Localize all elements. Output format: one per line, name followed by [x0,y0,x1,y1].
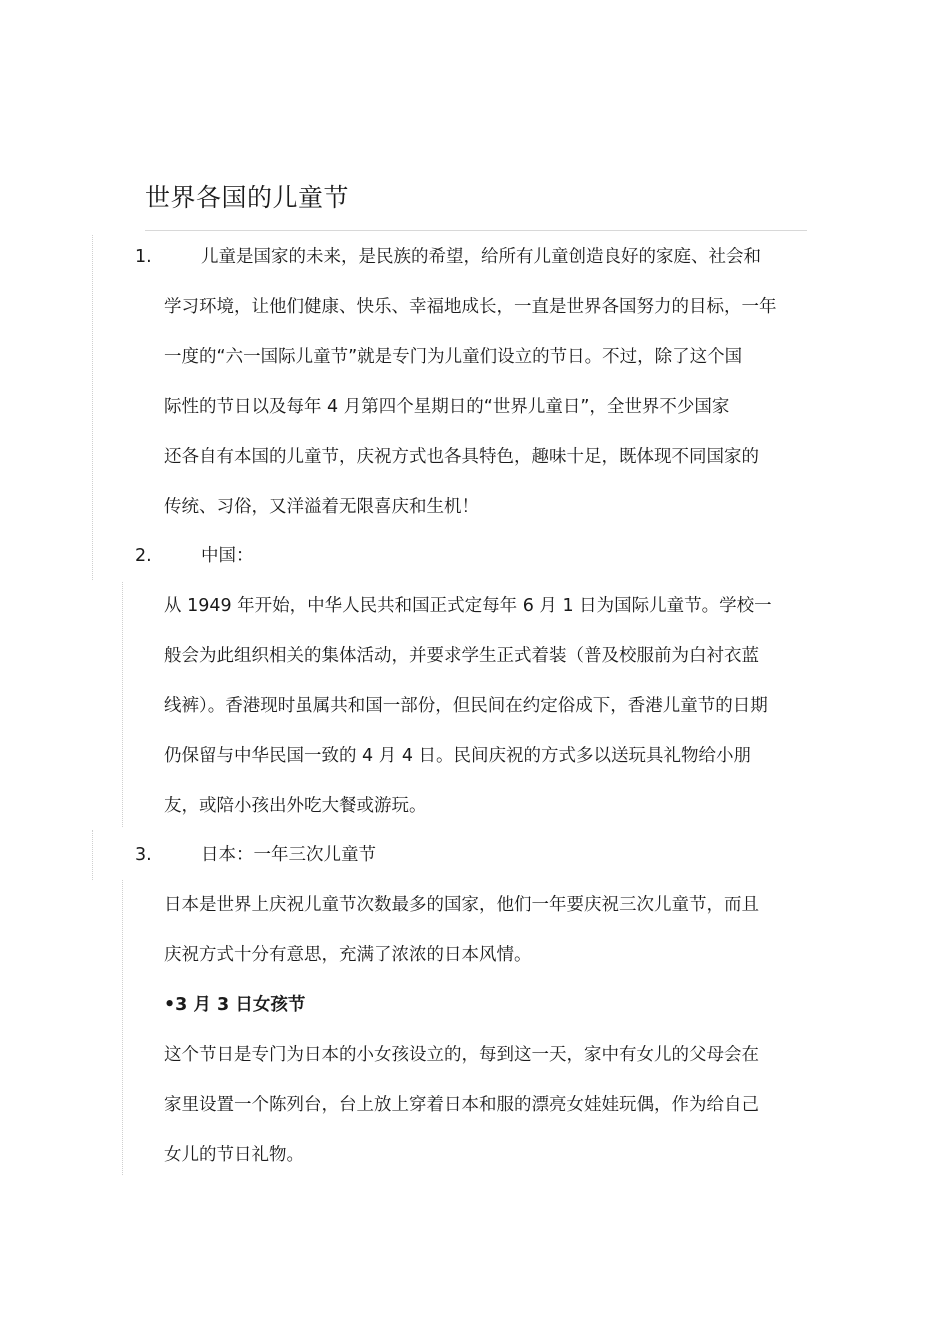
list-number: 3. [135,845,152,865]
paragraph-line: 家里设置一个陈列台，台上放上穿着日本和服的漂亮女娃娃玩偶，作为给自己 [164,1095,759,1115]
section-heading: 日本：一年三次儿童节 [201,845,376,865]
list-number: 1. [135,247,152,267]
paragraph-line: 这个节日是专门为日本的小女孩设立的，每到这一天，家中有女儿的父母会在 [164,1045,759,1065]
margin-guide [92,830,93,880]
section-heading: 中国： [201,546,254,566]
paragraph-line: 际性的节日以及每年 4 月第四个星期日的“世界儿童日”，全世界不少国家 [164,397,730,417]
paragraph-line: 学习环境，让他们健康、快乐、幸福地成长，一直是世界各国努力的目标，一年 [164,297,777,317]
paragraph-line: 女儿的节日礼物。 [164,1145,304,1165]
paragraph-line: 友，或陪小孩出外吃大餐或游玩。 [164,796,427,816]
margin-guide [92,235,93,580]
paragraph-line: 一度的“六一国际儿童节”就是专门为儿童们设立的节日。不过，除了这个国 [164,347,743,367]
title-divider [145,230,807,231]
margin-guide [122,880,123,1175]
paragraph-line: 传统、习俗，又洋溢着无限喜庆和生机！ [164,497,479,517]
paragraph-line: 线裤）。香港现时虽属共和国一部份，但民间在约定俗成下，香港儿童节的日期 [164,696,768,716]
list-number: 2. [135,546,152,566]
page-title: 世界各国的儿童节 [145,183,350,212]
subsection-heading: •3 月 3 日女孩节 [164,995,306,1015]
paragraph-line: 儿童是国家的未来，是民族的希望，给所有儿童创造良好的家庭、社会和 [201,247,761,267]
paragraph-line: 般会为此组织相关的集体活动，并要求学生正式着装（普及校服前为白衬衣蓝 [164,646,759,666]
margin-guide [122,582,123,827]
paragraph-line: 仍保留与中华民国一致的 4 月 4 日。民间庆祝的方式多以送玩具礼物给小朋 [164,746,752,766]
paragraph-line: 庆祝方式十分有意思，充满了浓浓的日本风情。 [164,945,532,965]
paragraph-line: 还各自有本国的儿童节，庆祝方式也各具特色，趣味十足，既体现不同国家的 [164,447,759,467]
paragraph-line: 从 1949 年开始，中华人民共和国正式定每年 6 月 1 日为国际儿童节。学校一 [164,596,772,616]
paragraph-line: 日本是世界上庆祝儿童节次数最多的国家，他们一年要庆祝三次儿童节，而且 [164,895,759,915]
